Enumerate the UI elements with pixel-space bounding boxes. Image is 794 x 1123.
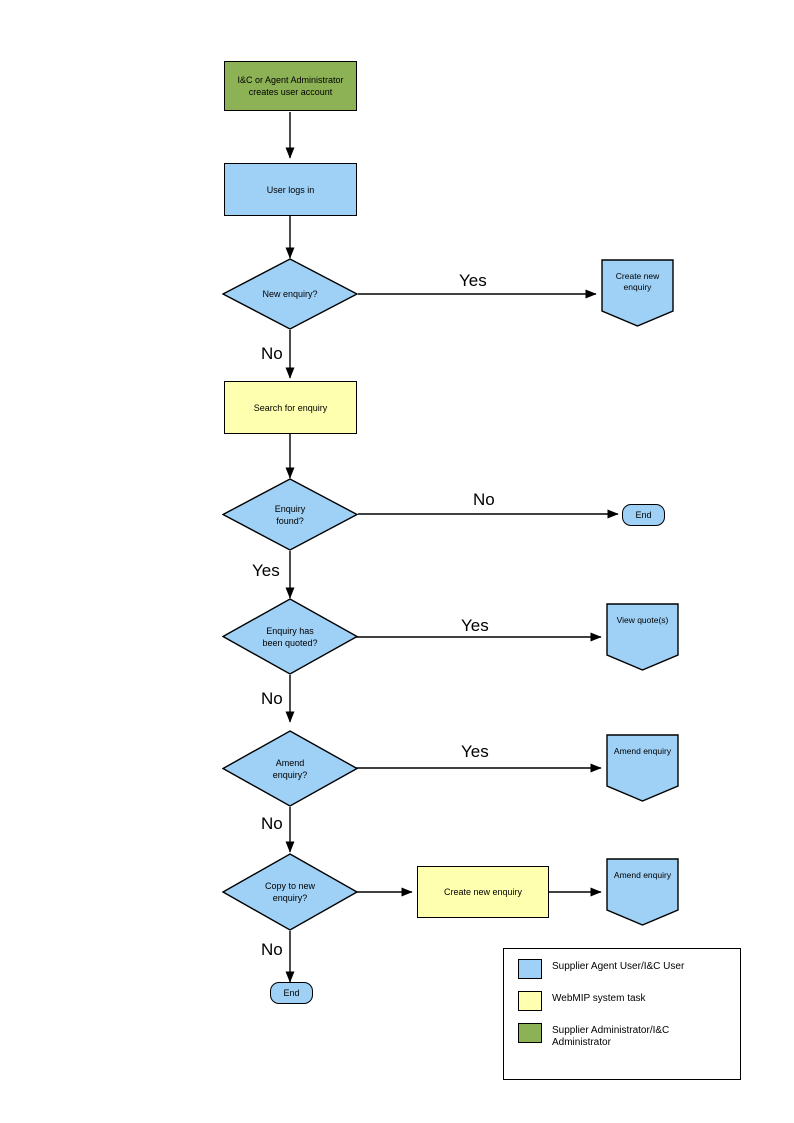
node-label: Search for enquiry <box>253 402 328 413</box>
node-label: Enquiry has been quoted? <box>262 625 318 648</box>
node-copy-to-new-enquiry-decision[interactable] <box>222 853 358 931</box>
node-label: End <box>635 510 652 520</box>
node-label: Create new enquiry <box>443 887 523 897</box>
node-label: User logs in <box>266 184 315 195</box>
node-label: Enquiry found? <box>274 503 306 526</box>
legend-label: WebMIP system task <box>552 993 646 1004</box>
node-new-enquiry-decision[interactable] <box>222 258 358 330</box>
node-label: End <box>283 988 300 998</box>
edge-label-no-amend-enquiry: No <box>261 814 283 833</box>
legend-label: Supplier Administrator/I&C Administrator <box>552 1025 670 1048</box>
legend-label: Supplier Agent User/I&C User <box>552 961 685 972</box>
node-end-final[interactable] <box>270 982 313 1004</box>
node-end-not-found[interactable] <box>622 504 665 526</box>
node-label: Amend enquiry? <box>272 757 308 780</box>
edge-label-yes-amend-enquiry: Yes <box>461 742 489 761</box>
node-label: View quote(s) <box>616 615 669 625</box>
node-label: I&C or Agent Administrator creates user account <box>237 75 344 97</box>
node-create-new-enquiry-doc[interactable] <box>601 259 674 327</box>
node-amend-enquiry-doc-2[interactable] <box>606 858 679 926</box>
node-label: Create new enquiry <box>615 271 660 292</box>
edge-label-yes-enquiry-quoted: Yes <box>461 616 489 635</box>
node-enquiry-quoted-decision[interactable] <box>222 598 358 675</box>
node-amend-enquiry-doc[interactable] <box>606 734 679 802</box>
edge-label-no-new-enquiry: No <box>261 344 283 363</box>
node-label: Amend enquiry <box>613 746 672 756</box>
node-user-logs-in[interactable] <box>224 163 357 216</box>
edge-label-no-enquiry-quoted: No <box>261 689 283 708</box>
node-enquiry-found-decision[interactable] <box>222 478 358 551</box>
node-label: Amend enquiry <box>613 870 672 880</box>
node-amend-enquiry-decision[interactable] <box>222 730 358 807</box>
legend-swatch-admin <box>518 1023 542 1043</box>
legend-item-user <box>518 959 740 979</box>
node-search-for-enquiry[interactable] <box>224 381 357 434</box>
legend-item-system <box>518 991 740 1011</box>
node-create-new-enquiry-task[interactable] <box>417 866 549 918</box>
edge-label-no-copy-to-new: No <box>261 940 283 959</box>
node-view-quotes-doc[interactable] <box>606 603 679 671</box>
node-label: New enquiry? <box>262 289 318 299</box>
legend <box>503 948 741 1080</box>
legend-swatch-system <box>518 991 542 1011</box>
node-label: Copy to new enquiry? <box>264 881 316 903</box>
node-create-user-account[interactable] <box>224 61 357 111</box>
legend-item-admin <box>518 1023 740 1049</box>
edge-label-yes-new-enquiry: Yes <box>459 271 487 290</box>
legend-swatch-user <box>518 959 542 979</box>
edge-label-no-enquiry-found: No <box>473 490 495 509</box>
edge-label-yes-enquiry-found: Yes <box>252 561 280 580</box>
